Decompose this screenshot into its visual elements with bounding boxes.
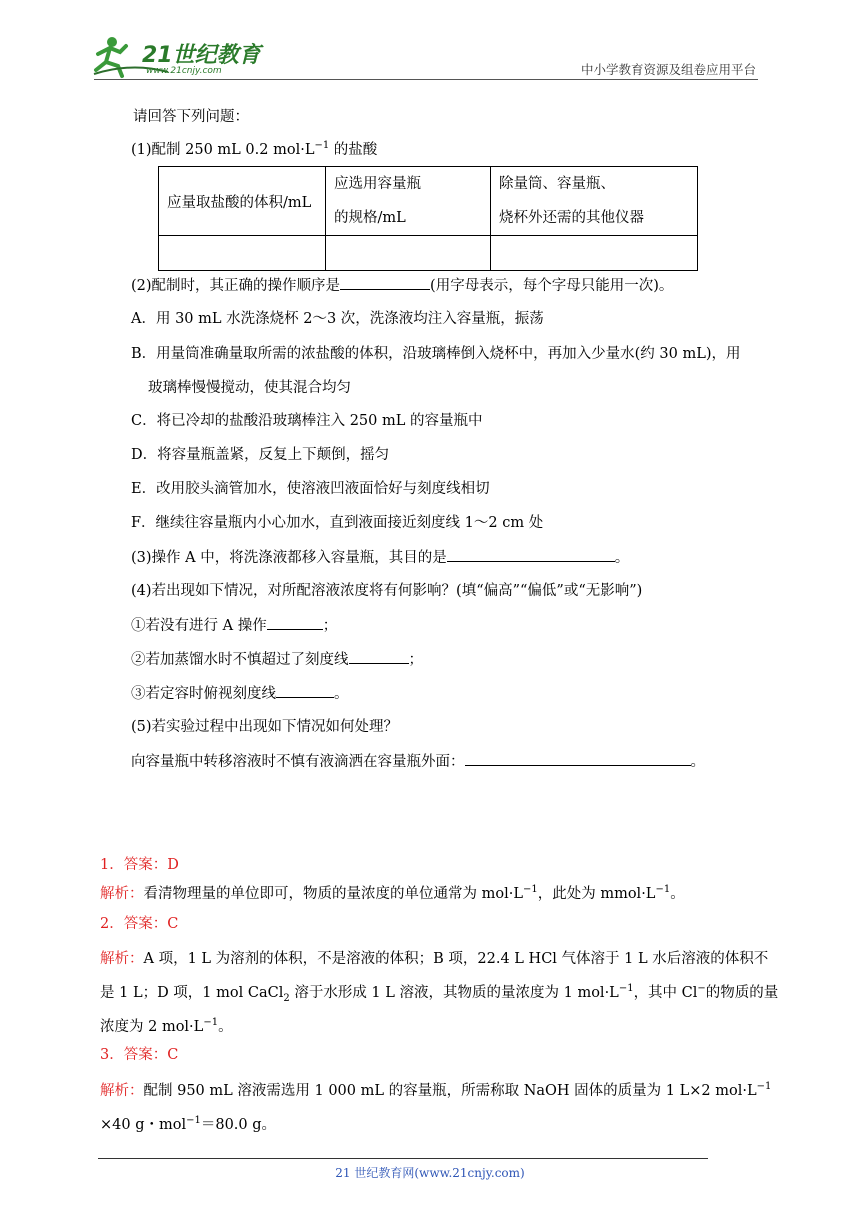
table-header-row bbox=[159, 167, 698, 236]
answer-blank[interactable] bbox=[276, 683, 334, 698]
option-d: D．将容量瓶盖紧，反复上下颠倒，摇匀 bbox=[131, 447, 390, 463]
part2-heading: (2)配制时，其正确的操作顺序是 (用字母表示，每个字母只能用一次)。 bbox=[131, 275, 673, 296]
answer-blank[interactable] bbox=[267, 615, 323, 630]
answer-1-explanation: 解析：看清物理量的单位即可，物质的量浓度的单位通常为 $mol\cdot L^{-1}$，此处为 $mmol\cdot L^{-1}$。 bbox=[100, 884, 685, 902]
table-row bbox=[159, 236, 698, 271]
logo-text: 21世纪教育 bbox=[142, 43, 261, 68]
answer-2-label: 2．答案：C bbox=[100, 916, 179, 932]
table-cell-blank[interactable] bbox=[159, 236, 326, 271]
header-divider bbox=[94, 79, 758, 80]
part4-item3: ③若定容时俯视刻度线 。 bbox=[131, 683, 349, 704]
answer-blank[interactable] bbox=[465, 751, 691, 766]
option-c: C．将已冷却的盐酸沿玻璃棒注入 250 mL 的容量瓶中 bbox=[131, 413, 483, 429]
footer-link[interactable]: 21 世纪教育网(www.21cnjy.com) bbox=[335, 1166, 525, 1180]
part4-item2: ②若加蒸馏水时不慎超过了刻度线 ； bbox=[131, 649, 423, 670]
logo-url-text: www.21cnjy.com bbox=[146, 66, 222, 76]
table-cell-blank[interactable] bbox=[326, 236, 491, 271]
option-f: F．继续往容量瓶内小心加水，直到液面接近刻度线 1～2 cm 处 bbox=[131, 515, 544, 531]
option-e: E．改用胶头滴管加水，使溶液凹液面恰好与刻度线相切 bbox=[131, 481, 490, 497]
answer-table bbox=[158, 166, 698, 271]
header-platform-text: 中小学教育资源及组卷应用平台 bbox=[580, 62, 756, 77]
part3-heading: (3)操作 A 中，将洗涤液都移入容量瓶，其目的是 。 bbox=[131, 547, 629, 568]
table-header-volume: 应量取盐酸的体积/mL bbox=[159, 167, 326, 236]
answer-2-explanation-line2: 是 1 L；D 项，1 mol CaCl$_2$ 溶于水形成 1 L 溶液，其物质的量浓度为 1 $mol\cdot L^{-1}$，其中 Cl−的物质的量 bbox=[100, 983, 779, 1004]
question-intro: 请回答下列问题： bbox=[133, 109, 249, 125]
part5-heading: (5)若实验过程中出现如下情况如何处理？ bbox=[131, 719, 399, 735]
footer-divider bbox=[98, 1158, 708, 1159]
answer-3-explanation-line1: 解析：配制 950 mL 溶液需选用 1 000 mL 的容量瓶，所需称取 NaOH 固体的质量为 1 L×2 $mol\cdot L^{-1}$ bbox=[100, 1081, 772, 1099]
site-logo[interactable] bbox=[92, 32, 262, 80]
part1-heading: (1)配制 250 mL 0.2 $mol\cdot L^{-1}$ 的盐酸 bbox=[131, 140, 378, 158]
part5-item1: 向容量瓶中转移溶液时不慎有液滴洒在容量瓶外面： 。 bbox=[131, 751, 705, 772]
part4-item1: ①若没有进行 A 操作 ； bbox=[131, 615, 337, 636]
answer-blank[interactable] bbox=[447, 547, 615, 562]
option-a: A．用 30 mL 水洗涤烧杯 2～3 次，洗涤液均注入容量瓶，振荡 bbox=[131, 311, 544, 327]
answer-2-explanation-line1: 解析：A 项，1 L 为溶剂的体积，不是溶液的体积；B 项，22.4 L HCl 气体溶于 1 L 水后溶液的体积不 bbox=[100, 951, 769, 967]
table-cell-blank[interactable] bbox=[491, 236, 698, 271]
answer-blank[interactable] bbox=[340, 275, 430, 290]
table-header-flask-size: 应选用容量瓶 的规格/mL bbox=[326, 167, 491, 236]
table-header-other-instruments: 除量筒、容量瓶、 烧杯外还需的其他仪器 bbox=[491, 167, 698, 236]
option-b-line1: B．用量筒准确量取所需的浓盐酸的体积，沿玻璃棒倒入烧杯中，再加入少量水(约 30 mL)，用 bbox=[131, 346, 741, 362]
answer-3-explanation-line2: ×40 g・mol$^{-1}$＝80.0 g。 bbox=[100, 1115, 277, 1133]
answer-3-label: 3．答案：C bbox=[100, 1047, 179, 1063]
answer-1-label: 1．答案：D bbox=[100, 857, 179, 873]
answer-blank[interactable] bbox=[349, 649, 409, 664]
answer-2-explanation-line3: 浓度为 2 $mol\cdot L^{-1}$。 bbox=[100, 1017, 233, 1035]
part4-heading: (4)若出现如下情况，对所配溶液浓度将有何影响？(填“偏高”“偏低”或“无影响”) bbox=[131, 583, 643, 599]
option-b-line2: 玻璃棒慢慢搅动，使其混合均匀 bbox=[148, 380, 351, 396]
